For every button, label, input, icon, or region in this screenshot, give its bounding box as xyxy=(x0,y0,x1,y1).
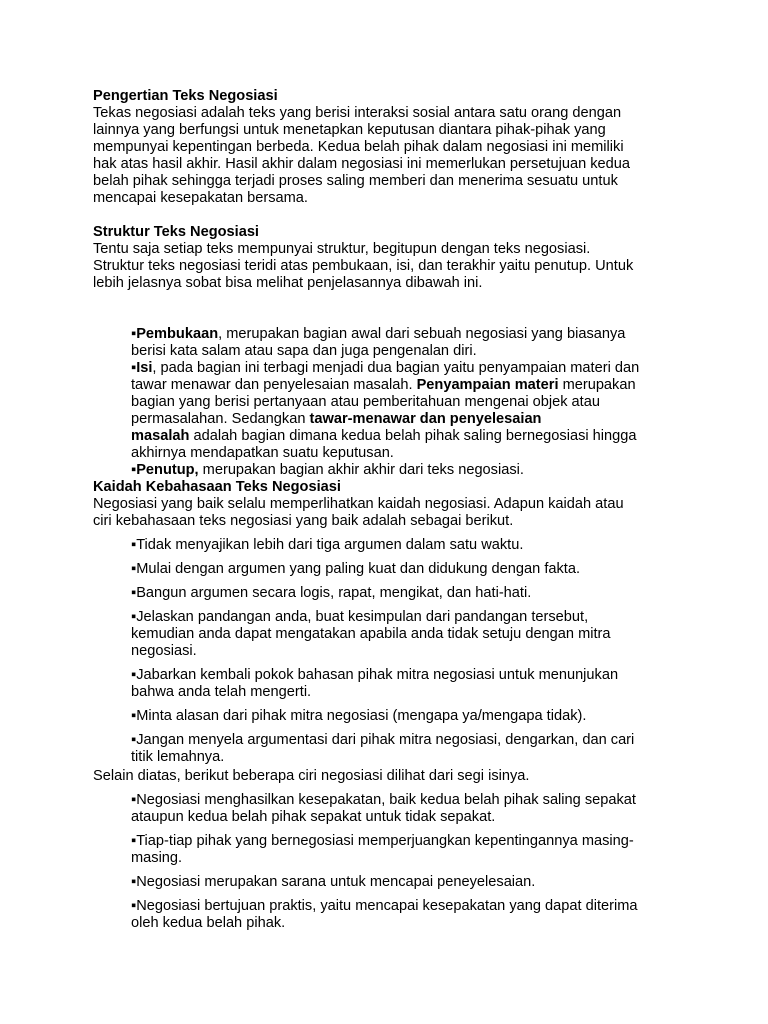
paragraph-kaidah: Negosiasi yang baik selalu memperlihatkan kaidah negosiasi. Adapun kaidah atau ciri kebahasaan teks negosiasi yang baik adalah sebagai berikut. xyxy=(93,496,624,529)
list-item: ▪ Negosiasi menghasilkan kesepakatan, baik kedua belah pihak saling sepakat ataupun kedua belah pihak sepakat untuk tidak sepakat. xyxy=(131,792,693,826)
paragraph-struktur: Tentu saja setiap teks mempunyai struktur, begitupun dengan teks negosiasi. Struktur teks negosiasi teridi atas pembukaan, isi, dan terakhir yaitu penutup. Untuk lebih jelasnya sobat bisa melihat penjelasannya dibawah ini. xyxy=(93,241,634,291)
document-page xyxy=(93,88,693,932)
list-item: ▪ Jangan menyela argumentasi dari pihak mitra negosiasi, dengarkan, dan cari titik lemahnya. xyxy=(131,732,693,766)
section-heading-struktur: Struktur Teks Negosiasi xyxy=(93,224,259,240)
section-heading-kaidah: Kaidah Kebahasaan Teks Negosiasi xyxy=(93,479,341,495)
term-pembukaan: Pembukaan xyxy=(136,326,219,342)
text-isi-3: adalah bagian dimana kedua belah pihak saling bernegosiasi hingga akhirnya mendapatkan suatu keputusan. xyxy=(131,428,637,461)
list-item-isi xyxy=(131,360,693,462)
list-item: ▪ Mulai dengan argumen yang paling kuat dan didukung dengan fakta. xyxy=(131,561,693,578)
term-penutup: Penutup, xyxy=(136,462,199,478)
text-penutup: merupakan bagian akhir akhir dari teks negosiasi. xyxy=(198,462,524,478)
structure-list xyxy=(93,326,693,479)
text-isi-2: merupakan bagian yang berisi pertanyaan atau pemberitahuan mengenai objek atau permasalahan. Sedangkan xyxy=(131,377,636,427)
list-item: ▪ Negosiasi merupakan sarana untuk mencapai peneyelesaian. xyxy=(131,874,693,891)
ciri-list xyxy=(93,792,693,932)
text-pembukaan: , merupakan bagian awal dari sebuah negosiasi yang biasanya berisi kata salam atau sapa dan juga pengenalan diri. xyxy=(131,326,626,359)
list-item: ▪ Tidak menyajikan lebih dari tiga argumen dalam satu waktu. xyxy=(131,537,693,554)
list-item-pembukaan xyxy=(131,326,693,360)
list-item: ▪ Minta alasan dari pihak mitra negosiasi (mengapa ya/mengapa tidak). xyxy=(131,708,693,725)
list-item: ▪ Jabarkan kembali pokok bahasan pihak mitra negosiasi untuk menunjukan bahwa anda telah mengerti. xyxy=(131,667,693,701)
list-item: ▪ Tiap-tiap pihak yang bernegosiasi memperjuangkan kepentingannya masing- masing. xyxy=(131,833,693,867)
paragraph-selain-diatas: Selain diatas, berikut beberapa ciri negosiasi dilihat dari segi isinya. xyxy=(93,768,530,784)
list-item: ▪ Bangun argumen secara logis, rapat, mengikat, dan hati-hati. xyxy=(131,585,693,602)
list-item: ▪ Jelaskan pandangan anda, buat kesimpulan dari pandangan tersebut, kemudian anda dapat mengatakan apabila anda tidak setuju dengan mitra negosiasi. xyxy=(131,609,693,660)
term-isi: Isi xyxy=(136,360,153,376)
section-heading-pengertian: Pengertian Teks Negosiasi xyxy=(93,88,278,104)
term-tawar-menawar: tawar-menawar dan penyelesaian masalah xyxy=(131,411,542,444)
term-penyampaian-materi: Penyampaian materi xyxy=(416,377,559,393)
paragraph-pengertian: Tekas negosiasi adalah teks yang berisi interaksi sosial antara satu orang dengan lainnya yang berfungsi untuk menetapkan keputusan diantara pihak-pihak yang mempunyai kepentingan berbeda. Kedua belah pihak dalam negosiasi ini memiliki hak atas hasil akhir. Hasil akhir dalam negosiasi ini memerlukan persetujuan kedua belah pihak sehingga terjadi proses saling memberi dan menerima sesuatu untuk mencapai kesepakatan bersama. xyxy=(93,105,631,206)
kaidah-list xyxy=(93,537,693,766)
list-item-penutup xyxy=(131,462,693,479)
text-isi-1: , pada bagian ini terbagi menjadi dua bagian yaitu penyampaian materi dan tawar menawar dan penyelesaian masalah. xyxy=(131,360,640,393)
list-item: ▪ Negosiasi bertujuan praktis, yaitu mencapai kesepakatan yang dapat diterima oleh kedua belah pihak. xyxy=(131,898,693,932)
